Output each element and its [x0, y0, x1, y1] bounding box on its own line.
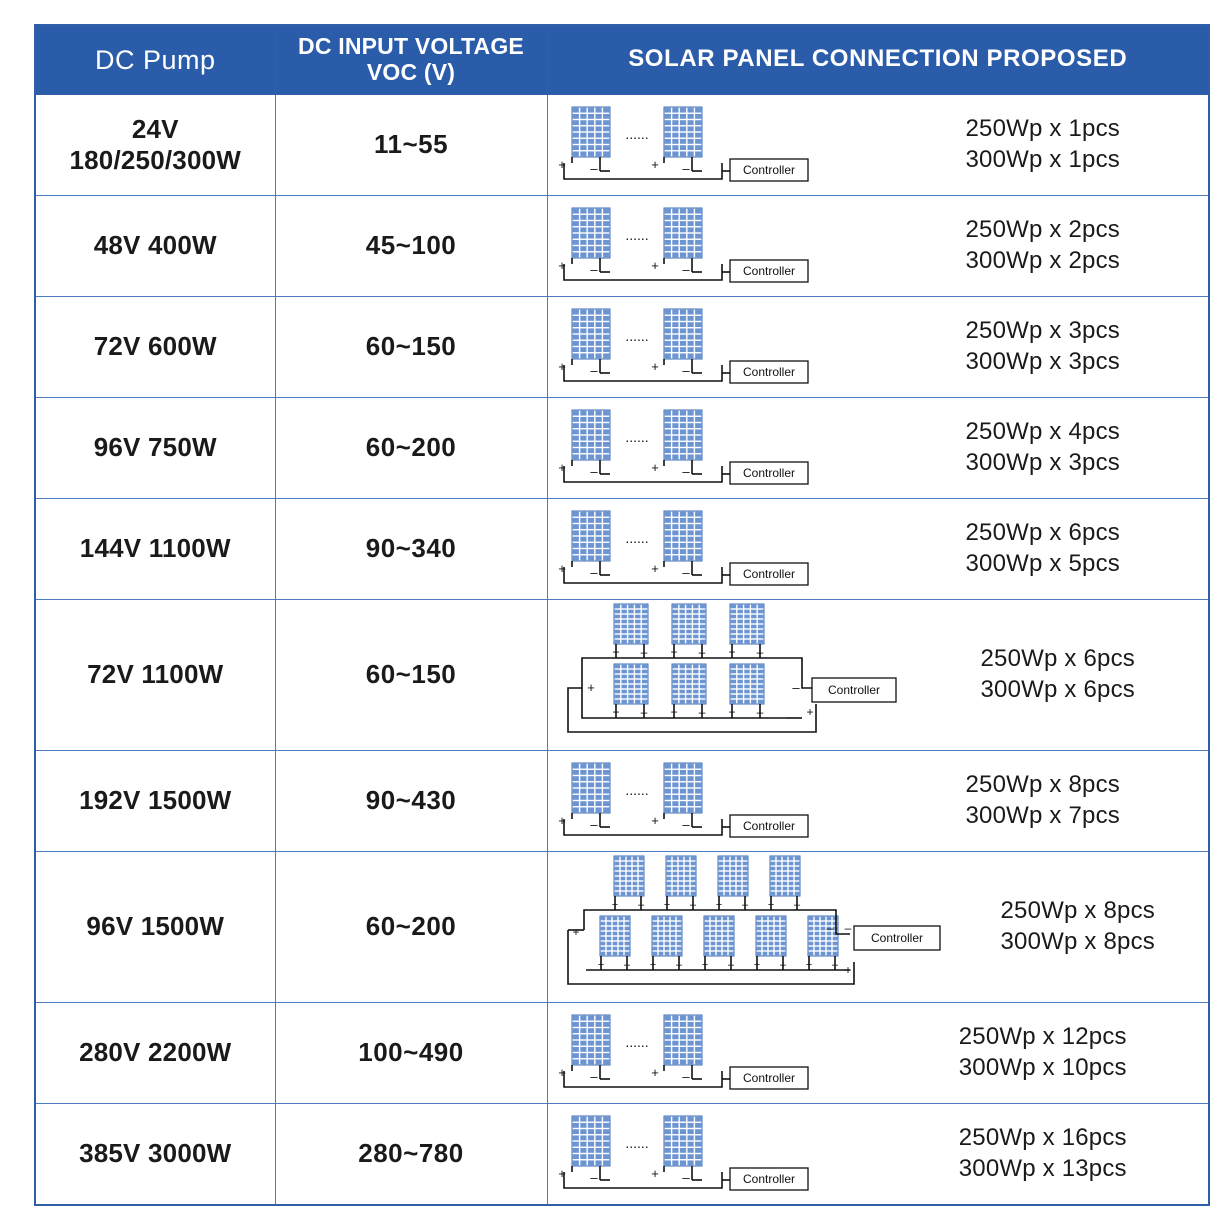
svg-text:+: +: [557, 1165, 566, 1181]
svg-text:–: –: [640, 644, 647, 659]
svg-text:–: –: [589, 564, 598, 580]
svg-text:Controller: Controller: [742, 818, 795, 833]
svg-text:–: –: [589, 160, 598, 176]
svg-text:Controller: Controller: [742, 162, 795, 177]
svg-text:+: +: [805, 704, 814, 719]
panel-quantity: [914, 644, 1209, 705]
solar-cell-wrap: [548, 600, 1209, 750]
pump-line-1: 385V 3000W: [79, 1138, 232, 1169]
table-row: [35, 296, 1209, 397]
svg-text:Controller: Controller: [742, 1171, 795, 1186]
voc-value: 100~490: [358, 1037, 464, 1067]
voc-value: 60~200: [365, 911, 457, 941]
pump-line-1: 24V: [131, 113, 179, 144]
pump-line-1: 48V 400W: [93, 230, 217, 261]
svg-text:–: –: [681, 463, 690, 479]
cell-voc-range: [275, 1103, 547, 1205]
svg-text:+: +: [650, 1165, 659, 1181]
svg-text:–: –: [727, 958, 734, 971]
quantity-300wp: 300Wp x 3pcs: [965, 347, 1120, 375]
cell-voc-range: [275, 498, 547, 599]
svg-text:+: +: [586, 679, 595, 695]
wiring-diagram-icon: [548, 103, 884, 187]
svg-text:–: –: [589, 261, 598, 277]
pump-line-1: 72V 1100W: [87, 659, 224, 690]
solar-cell-wrap: [548, 499, 1209, 599]
svg-text:+: +: [571, 924, 580, 939]
solar-cell-wrap: [548, 1104, 1209, 1204]
pump-line-2: 180/250/300W: [69, 144, 242, 175]
svg-text:Controller: Controller: [742, 263, 795, 278]
header-dc-input-voltage: [275, 25, 547, 94]
cell-dc-pump: [35, 397, 275, 498]
cell-dc-pump: [35, 296, 275, 397]
cell-voc-range: [275, 1002, 547, 1103]
panel-quantity: [884, 518, 1209, 579]
svg-text:+: +: [557, 560, 566, 576]
solar-cell-wrap: [548, 751, 1209, 851]
voc-value: 280~780: [358, 1138, 464, 1168]
svg-text:+: +: [715, 898, 722, 911]
cell-solar-connection: [547, 94, 1209, 195]
quantity-300wp: 300Wp x 1pcs: [965, 145, 1120, 173]
panel-quantity: [884, 215, 1209, 276]
table-row: [35, 750, 1209, 851]
wiring-diagram-icon: [548, 759, 884, 843]
svg-text:–: –: [756, 704, 763, 719]
solar-cell-wrap: [548, 398, 1209, 498]
quantity-300wp: 300Wp x 13pcs: [958, 1154, 1127, 1182]
svg-text:–: –: [637, 898, 644, 911]
svg-text:–: –: [589, 816, 598, 832]
svg-text:–: –: [698, 644, 705, 659]
svg-text:+: +: [650, 1064, 659, 1080]
svg-text:–: –: [589, 1068, 598, 1084]
table-row: [35, 498, 1209, 599]
cell-solar-connection: [547, 296, 1209, 397]
pump-line-1: 144V 1100W: [79, 533, 231, 564]
svg-text:Controller: Controller: [742, 566, 795, 581]
wiring-diagram-icon: [548, 1011, 884, 1095]
svg-text:–: –: [589, 362, 598, 378]
cell-solar-connection: [547, 851, 1209, 1002]
svg-text:–: –: [681, 362, 690, 378]
svg-text:......: ......: [624, 428, 649, 445]
svg-text:+: +: [701, 958, 708, 971]
cell-dc-pump: [35, 750, 275, 851]
cell-dc-pump: [35, 1002, 275, 1103]
panel-quantity: [884, 316, 1209, 377]
svg-text:+: +: [597, 958, 604, 971]
svg-text:–: –: [779, 958, 786, 971]
quantity-250wp: 250Wp x 6pcs: [965, 518, 1120, 546]
wiring-diagram-icon: [548, 507, 884, 591]
svg-text:+: +: [557, 812, 566, 828]
svg-text:–: –: [681, 564, 690, 580]
solar-cell-wrap: [548, 1003, 1209, 1103]
quantity-300wp: 300Wp x 8pcs: [1000, 927, 1155, 955]
table-row: [35, 1002, 1209, 1103]
quantity-250wp: 250Wp x 8pcs: [1000, 896, 1155, 924]
svg-text:+: +: [767, 898, 774, 911]
quantity-250wp: 250Wp x 1pcs: [965, 114, 1120, 142]
svg-text:–: –: [681, 160, 690, 176]
quantity-300wp: 300Wp x 10pcs: [958, 1053, 1127, 1081]
svg-text:+: +: [611, 644, 620, 659]
svg-text:+: +: [649, 958, 656, 971]
table-row: [35, 195, 1209, 296]
solar-cell-wrap: [548, 297, 1209, 397]
panel-quantity: [884, 770, 1209, 831]
svg-text:Controller: Controller: [742, 364, 795, 379]
cell-dc-pump: [35, 1103, 275, 1205]
cell-solar-connection: [547, 750, 1209, 851]
quantity-250wp: 250Wp x 16pcs: [958, 1123, 1127, 1151]
cell-dc-pump: [35, 94, 275, 195]
voc-value: 90~340: [365, 533, 457, 563]
header-solar-panel-connection: SOLAR PANEL CONNECTION PROPOSED: [547, 25, 1209, 94]
cell-solar-connection: [547, 195, 1209, 296]
header-voc-line2: VOC (V): [366, 58, 456, 85]
cell-dc-pump: [35, 195, 275, 296]
wiring-diagram-icon: [548, 600, 914, 750]
svg-text:–: –: [589, 463, 598, 479]
quantity-250wp: 250Wp x 3pcs: [965, 316, 1120, 344]
svg-text:+: +: [650, 560, 659, 576]
svg-text:–: –: [589, 1169, 598, 1185]
cell-voc-range: [275, 94, 547, 195]
cell-voc-range: [275, 599, 547, 750]
cell-solar-connection: [547, 498, 1209, 599]
svg-text:+: +: [650, 812, 659, 828]
table-row: [35, 851, 1209, 1002]
solar-cell-wrap: [548, 95, 1209, 195]
svg-text:Controller: Controller: [870, 930, 923, 945]
svg-text:–: –: [681, 1169, 690, 1185]
solar-cell-wrap: [548, 196, 1209, 296]
svg-text:......: ......: [624, 1033, 649, 1050]
cell-voc-range: [275, 397, 547, 498]
table-body: [35, 94, 1209, 1205]
voc-value: 60~150: [365, 331, 457, 361]
table-row: [35, 1103, 1209, 1205]
svg-text:–: –: [689, 898, 696, 911]
voc-value: 90~430: [365, 785, 457, 815]
cell-voc-range: [275, 296, 547, 397]
svg-text:–: –: [793, 898, 800, 911]
quantity-250wp: 250Wp x 6pcs: [980, 644, 1135, 672]
svg-text:–: –: [698, 704, 705, 719]
svg-text:+: +: [663, 898, 670, 911]
panel-quantity: [884, 417, 1209, 478]
svg-text:+: +: [611, 898, 618, 911]
voc-value: 60~150: [365, 659, 457, 689]
pump-solar-spec-table: [34, 24, 1210, 1206]
quantity-250wp: 250Wp x 4pcs: [965, 417, 1120, 445]
panel-quantity: [884, 114, 1209, 175]
table-header: [35, 25, 1209, 94]
cell-dc-pump: [35, 498, 275, 599]
header-voc-line1: DC INPUT VOLTAGE: [298, 33, 524, 59]
pump-line-1: 192V 1500W: [79, 785, 232, 816]
wiring-diagram-icon: [548, 1112, 884, 1196]
pump-line-1: 96V 1500W: [86, 911, 225, 942]
svg-text:......: ......: [624, 327, 649, 344]
svg-text:+: +: [650, 257, 659, 273]
cell-solar-connection: [547, 397, 1209, 498]
svg-text:......: ......: [624, 781, 649, 798]
quantity-250wp: 250Wp x 8pcs: [965, 770, 1120, 798]
table-row: [35, 397, 1209, 498]
wiring-diagram-icon: [548, 204, 884, 288]
voc-value: 60~200: [365, 432, 457, 462]
svg-text:–: –: [741, 898, 748, 911]
svg-text:Controller: Controller: [742, 1070, 795, 1085]
svg-text:+: +: [650, 459, 659, 475]
svg-text:–: –: [681, 816, 690, 832]
cell-solar-connection: [547, 1103, 1209, 1205]
svg-text:–: –: [681, 1068, 690, 1084]
header-dc-pump: DC Pump: [35, 25, 275, 94]
cell-voc-range: [275, 750, 547, 851]
svg-text:+: +: [669, 644, 678, 659]
svg-text:–: –: [623, 958, 630, 971]
quantity-300wp: 300Wp x 3pcs: [965, 448, 1120, 476]
panel-quantity: [884, 1123, 1209, 1184]
cell-dc-pump: [35, 599, 275, 750]
wiring-diagram-icon: [548, 305, 884, 389]
pump-line-1: 280V 2200W: [79, 1037, 232, 1068]
pump-line-1: 72V 600W: [93, 331, 217, 362]
cell-solar-connection: [547, 1002, 1209, 1103]
quantity-250wp: 250Wp x 2pcs: [965, 215, 1120, 243]
svg-text:–: –: [831, 958, 838, 971]
quantity-250wp: 250Wp x 12pcs: [958, 1022, 1127, 1050]
svg-text:–: –: [791, 679, 800, 695]
voc-value: 45~100: [365, 230, 457, 260]
svg-text:–: –: [681, 261, 690, 277]
svg-text:+: +: [843, 962, 852, 977]
svg-text:+: +: [557, 1064, 566, 1080]
panel-quantity: [954, 896, 1209, 957]
wiring-diagram-icon: [548, 852, 954, 1002]
svg-text:+: +: [557, 358, 566, 374]
voc-value: 11~55: [373, 129, 449, 159]
cell-voc-range: [275, 851, 547, 1002]
wiring-diagram-icon: [548, 406, 884, 490]
svg-text:......: ......: [624, 1134, 649, 1151]
svg-text:+: +: [669, 704, 678, 719]
quantity-300wp: 300Wp x 5pcs: [965, 549, 1120, 577]
quantity-300wp: 300Wp x 6pcs: [980, 675, 1135, 703]
svg-text:–: –: [756, 644, 763, 659]
pump-line-1: 96V 750W: [93, 432, 217, 463]
solar-cell-wrap: [548, 852, 1209, 1002]
svg-text:+: +: [650, 358, 659, 374]
table-row: [35, 599, 1209, 750]
svg-text:–: –: [640, 704, 647, 719]
svg-text:–: –: [844, 920, 851, 935]
svg-text:......: ......: [624, 529, 649, 546]
cell-solar-connection: [547, 599, 1209, 750]
svg-text:+: +: [805, 958, 812, 971]
svg-text:+: +: [727, 704, 736, 719]
header-row: [35, 25, 1209, 94]
cell-dc-pump: [35, 851, 275, 1002]
svg-text:+: +: [753, 958, 760, 971]
svg-text:......: ......: [624, 125, 649, 142]
svg-text:Controller: Controller: [827, 682, 880, 697]
svg-text:–: –: [826, 920, 833, 935]
svg-text:+: +: [557, 156, 566, 172]
svg-text:+: +: [727, 644, 736, 659]
panel-quantity: [884, 1022, 1209, 1083]
svg-text:......: ......: [624, 226, 649, 243]
quantity-300wp: 300Wp x 7pcs: [965, 801, 1120, 829]
cell-voc-range: [275, 195, 547, 296]
quantity-300wp: 300Wp x 2pcs: [965, 246, 1120, 274]
svg-text:+: +: [557, 257, 566, 273]
svg-text:+: +: [650, 156, 659, 172]
table-row: [35, 94, 1209, 195]
svg-text:+: +: [611, 704, 620, 719]
svg-text:–: –: [675, 958, 682, 971]
svg-text:Controller: Controller: [742, 465, 795, 480]
svg-text:+: +: [557, 459, 566, 475]
